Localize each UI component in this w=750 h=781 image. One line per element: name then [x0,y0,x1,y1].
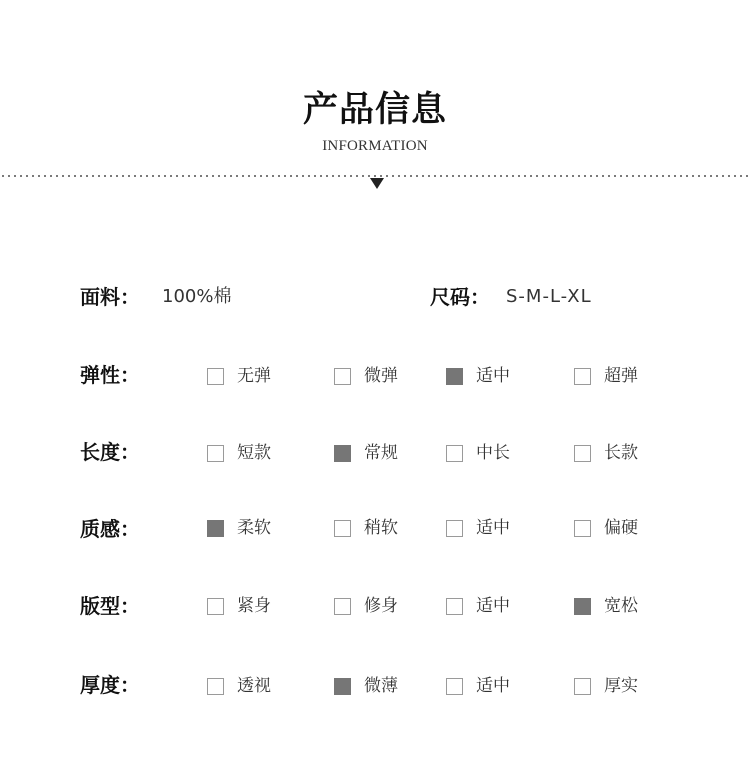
size-value: S-M-L-XL [506,286,592,307]
checkbox-box[interactable] [446,678,463,695]
option-checkbox[interactable] [334,362,398,390]
elasticity-label: 弹性： [80,363,140,387]
option-label: 短款 [237,443,271,463]
option-label: 宽松 [604,596,638,616]
option-checkbox[interactable] [446,592,510,620]
thickness-label: 厚度： [80,673,140,697]
texture-label: 质感： [80,517,140,541]
option-label: 无弹 [237,366,271,386]
option-label: 适中 [476,366,510,386]
option-checkbox[interactable] [207,439,271,467]
option-checkbox[interactable] [334,439,398,467]
down-arrow-icon [370,178,384,189]
option-label: 长款 [604,443,638,463]
option-checkbox[interactable] [574,592,638,620]
option-label: 超弹 [604,366,638,386]
checkbox-box[interactable] [446,368,463,385]
fabric-value: 100%棉 [162,286,232,307]
option-checkbox[interactable] [207,362,271,390]
checkbox-box[interactable] [574,520,591,537]
option-label: 透视 [237,676,271,696]
option-label: 适中 [476,596,510,616]
option-checkbox[interactable] [574,439,638,467]
checkbox-box[interactable] [207,678,224,695]
option-label: 常规 [364,443,398,463]
checkbox-box[interactable] [207,598,224,615]
option-checkbox[interactable] [334,592,398,620]
option-label: 微薄 [364,676,398,696]
option-checkbox[interactable] [446,439,510,467]
option-checkbox[interactable] [207,514,271,542]
option-checkbox[interactable] [207,672,271,700]
checkbox-box[interactable] [574,368,591,385]
checkbox-box[interactable] [446,520,463,537]
checkbox-box[interactable] [334,520,351,537]
checkbox-box[interactable] [334,368,351,385]
option-checkbox[interactable] [574,362,638,390]
checkbox-box[interactable] [446,445,463,462]
option-label: 厚实 [604,676,638,696]
option-label: 稍软 [364,518,398,538]
checkbox-box[interactable] [207,368,224,385]
length-label: 长度： [80,440,140,464]
option-label: 柔软 [237,518,271,538]
option-label: 微弹 [364,366,398,386]
checkbox-box[interactable] [574,678,591,695]
checkbox-box[interactable] [446,598,463,615]
option-checkbox[interactable] [446,672,510,700]
size-label: 尺码： [430,285,490,309]
option-checkbox[interactable] [574,514,638,542]
checkbox-box[interactable] [334,445,351,462]
option-label: 中长 [476,443,510,463]
option-checkbox[interactable] [334,672,398,700]
checkbox-box[interactable] [207,445,224,462]
option-label: 偏硬 [604,518,638,538]
page-subtitle: INFORMATION [322,138,428,154]
option-label: 紧身 [237,596,271,616]
checkbox-box[interactable] [574,598,591,615]
option-checkbox[interactable] [446,514,510,542]
fabric-label: 面料： [80,285,140,309]
page-title: 产品信息 [302,90,447,130]
option-checkbox[interactable] [334,514,398,542]
option-checkbox[interactable] [574,672,638,700]
fit-label: 版型： [80,594,140,618]
checkbox-box[interactable] [334,678,351,695]
option-label: 修身 [364,596,398,616]
option-checkbox[interactable] [207,592,271,620]
checkbox-box[interactable] [207,520,224,537]
option-label: 适中 [476,518,510,538]
option-checkbox[interactable] [446,362,510,390]
checkbox-box[interactable] [574,445,591,462]
dotted-divider [0,175,750,177]
option-label: 适中 [476,676,510,696]
checkbox-box[interactable] [334,598,351,615]
